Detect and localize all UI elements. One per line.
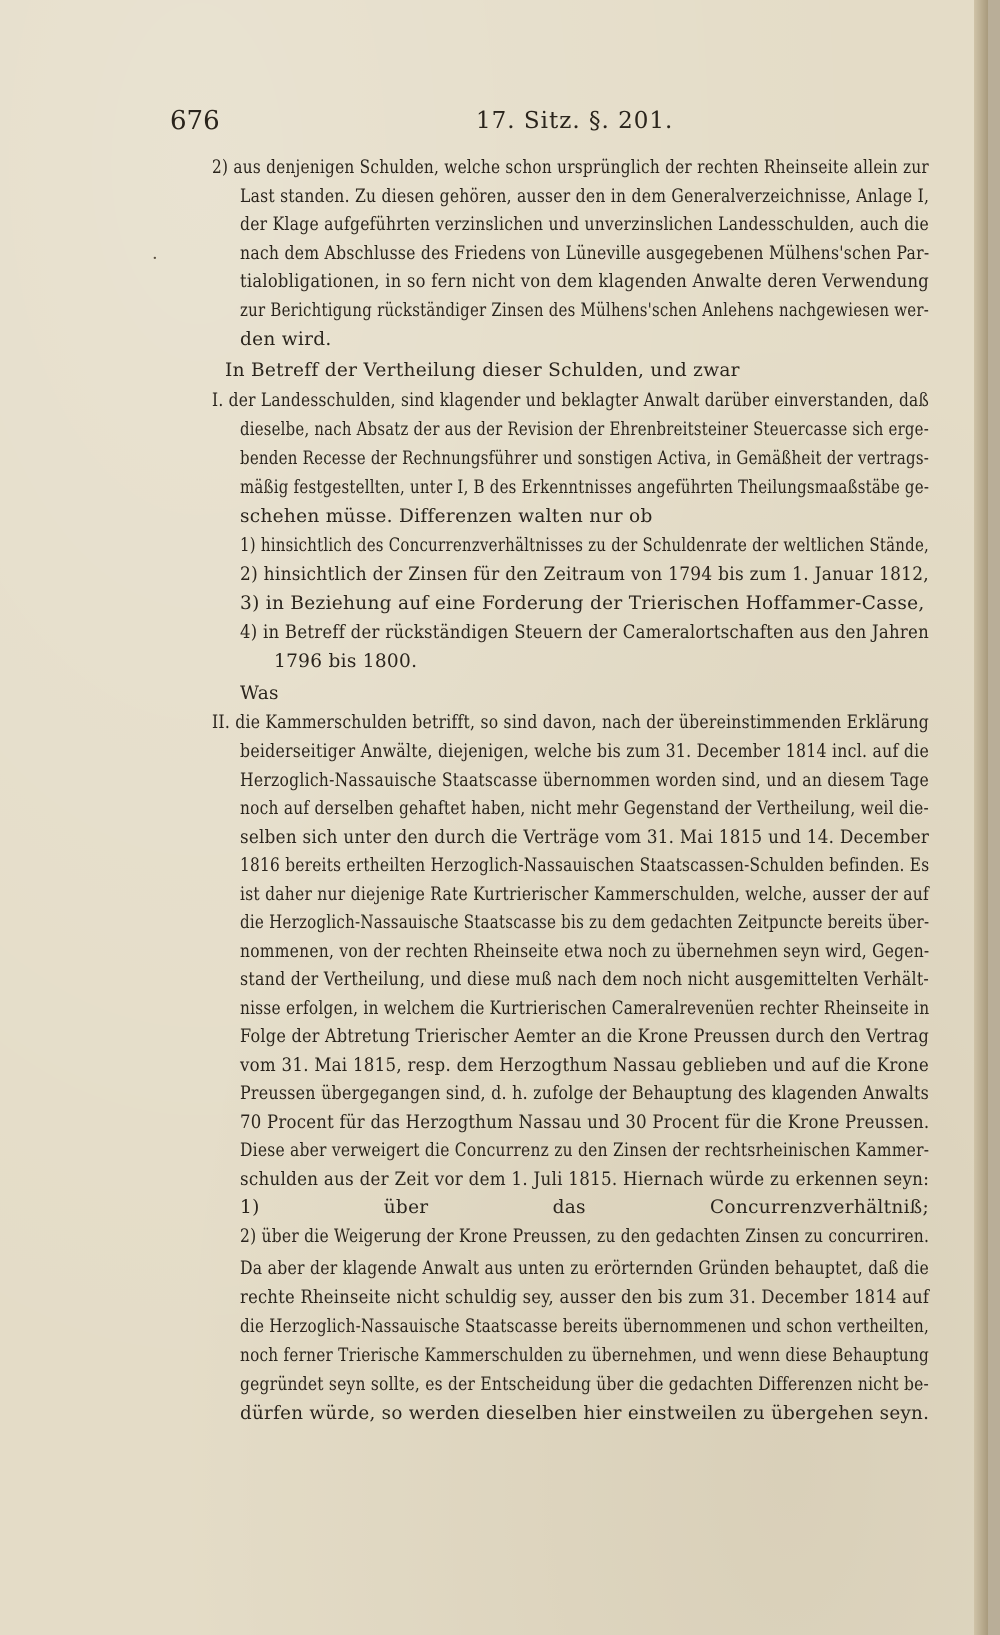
text-line: die Herzoglich-Nassauische Staatscasse bis zu dem gedachten Zeitpuncte bereits über- bbox=[240, 912, 930, 933]
text-line: Last standen. Zu diesen gehören, ausser den in dem Generalverzeichnisse, Anlage I, bbox=[240, 186, 930, 207]
text-line: der Klage aufgeführten verzinslichen und unverzinslichen Landesschulden, auch die bbox=[240, 214, 930, 235]
text-line: tialobligationen, in so fern nicht von dem klagenden Anwalte deren Verwendung bbox=[240, 271, 929, 292]
text-line: die Herzoglich-Nassauische Staatscasse bereits übernommenen und schon vertheilten, bbox=[240, 1316, 930, 1337]
text-line: nisse erfolgen, in welchem die Kurtrierischen Cameralrevenüen rechter Rheinseite in bbox=[240, 998, 930, 1019]
text-line: selben sich unter den durch die Verträge vom 31. Mai 1815 und 14. December bbox=[240, 827, 930, 848]
text-line: 1) hinsichtlich des Concurrenzverhältnisses zu der Schuldenrate der weltlichen Stände, bbox=[240, 535, 930, 556]
text-line: In Betreff der Vertheilung dieser Schulden, und zwar bbox=[225, 360, 740, 381]
page-header bbox=[170, 106, 930, 142]
text-line: 1796 bis 1800. bbox=[274, 651, 418, 672]
text-line: Folge der Abtretung Trierischer Aemter an die Krone Preussen durch den Vertrag bbox=[240, 1026, 930, 1047]
text-line: gegründet seyn sollte, es der Entscheidung über die gedachten Differenzen nicht be- bbox=[240, 1374, 930, 1395]
text-line: II. die Kammerschulden betrifft, so sind davon, nach der übereinstimmenden Erklärung bbox=[212, 712, 929, 733]
text-line: schulden aus der Zeit vor dem 1. Juli 1815. Hiernach würde zu erkennen seyn: bbox=[240, 1169, 930, 1190]
text-line: zur Berichtigung rückständiger Zinsen des Mülhens'schen Anlehens nachgewiesen wer- bbox=[240, 300, 930, 321]
text-line: 1816 bereits ertheilten Herzoglich-Nassauischen Staatscassen-Schulden befinden. Es bbox=[240, 855, 930, 876]
text-line: 3) in Beziehung auf eine Forderung der Trierischen Hoffammer-Casse, bbox=[240, 593, 925, 614]
text-line: Diese aber verweigert die Concurrenz zu den Zinsen der rechtsrheinischen Kammer- bbox=[240, 1140, 930, 1161]
text-line: Herzoglich-Nassauische Staatscasse übernommen worden sind, und an diesem Tage bbox=[240, 770, 930, 791]
text-line: 2) hinsichtlich der Zinsen für den Zeitraum von 1794 bis zum 1. Januar 1812, bbox=[240, 564, 929, 585]
text-line: mäßig festgestellten, unter I, B des Erkenntnisses angeführten Theilungsmaaßstäbe ge- bbox=[240, 477, 930, 498]
text-line: noch auf derselben gehaftet haben, nicht mehr Gegenstand der Vertheilung, weil die- bbox=[240, 798, 929, 819]
text-line: 2) über die Weigerung der Krone Preussen, zu den gedachten Zinsen zu concurriren. bbox=[240, 1226, 930, 1247]
text-line: dürfen würde, so werden dieselben hier einstweilen zu übergehen seyn. bbox=[240, 1403, 930, 1424]
text-line: Preussen übergegangen sind, d. h. zufolge der Behauptung des klagenden Anwalts bbox=[240, 1083, 930, 1104]
text-line: Was bbox=[240, 683, 279, 704]
text-line: den wird. bbox=[240, 329, 332, 350]
text-line: stand der Vertheilung, und diese muß nach dem noch nicht ausgemittelten Verhält- bbox=[240, 969, 930, 990]
text-line: 70 Procent für das Herzogthum Nassau und 30 Procent für die Krone Preussen. bbox=[240, 1112, 930, 1133]
text-line: I. der Landesschulden, sind klagender und beklagter Anwalt darüber einverstanden, daß bbox=[212, 390, 930, 411]
text-line: rechte Rheinseite nicht schuldig sey, ausser den bis zum 31. December 1814 auf bbox=[240, 1287, 930, 1308]
text-line: 4) in Betreff der rückständigen Steuern der Cameralortschaften aus den Jahren bbox=[240, 622, 929, 643]
text-line: ist daher nur diejenige Rate Kurtrierischer Kammerschulden, welche, ausser der auf bbox=[240, 884, 930, 905]
margin-dot: · bbox=[152, 248, 158, 269]
text-line: dieselbe, nach Absatz der aus der Revision der Ehrenbreitsteiner Steuercasse sich erge- bbox=[240, 419, 929, 440]
text-line: nommenen, von der rechten Rheinseite etwa noch zu übernehmen seyn wird, Gegen- bbox=[240, 941, 930, 962]
text-line: beiderseitiger Anwälte, diejenigen, welche bis zum 31. December 1814 incl. auf die bbox=[240, 741, 930, 762]
text-line: 2) aus denjenigen Schulden, welche schon ursprünglich der rechten Rheinseite allein zur bbox=[212, 157, 930, 178]
text-line: noch ferner Trierische Kammerschulden zu übernehmen, und wenn diese Behauptung bbox=[240, 1345, 930, 1366]
page-edge bbox=[974, 0, 988, 1635]
running-head: 17. Sitz. §. 201. bbox=[476, 108, 674, 134]
text-line: benden Recesse der Rechnungsführer und sonstigen Activa, in Gemäßheit der vertrags- bbox=[240, 448, 930, 469]
text-line: 1) über das Concurrenzverhältniß; bbox=[240, 1197, 929, 1218]
text-line: Da aber der klagende Anwalt aus unten zu erörternden Gründen behauptet, daß die bbox=[240, 1258, 930, 1279]
text-line: schehen müsse. Differenzen walten nur ob bbox=[240, 506, 653, 527]
text-line: vom 31. Mai 1815, resp. dem Herzogthum Nassau geblieben und auf die Krone bbox=[240, 1055, 929, 1076]
page-number: 676 bbox=[170, 106, 220, 136]
text-line: nach dem Abschlusse des Friedens von Lüneville ausgegebenen Mülhens'schen Par- bbox=[240, 243, 930, 264]
